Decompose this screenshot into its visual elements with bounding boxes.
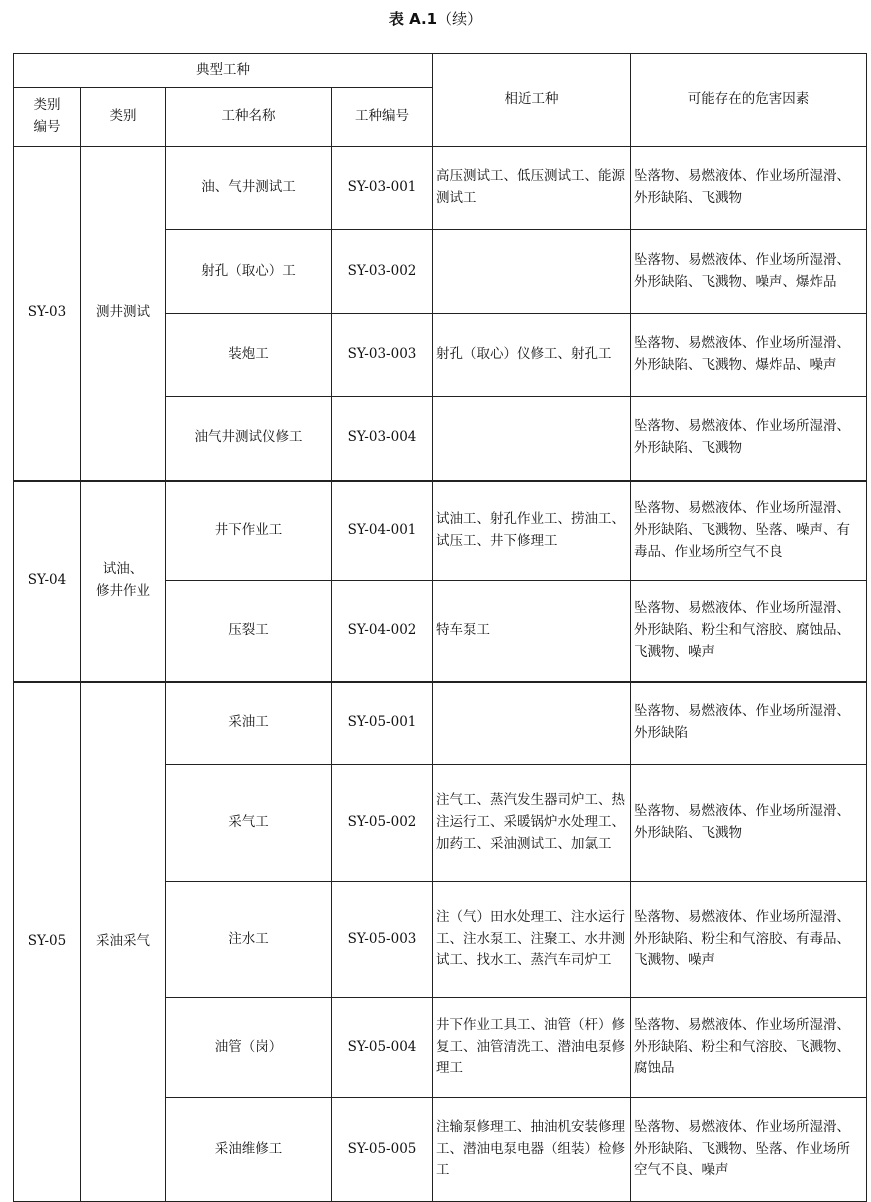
header-row-1	[14, 54, 867, 88]
job-name-cell: 采油维修工	[166, 1098, 332, 1202]
table-title	[0, 8, 871, 29]
similar-jobs-cell: 特车泵工	[433, 581, 631, 682]
table-row	[14, 481, 867, 581]
job-code-cell: SY-05-002	[332, 765, 433, 882]
category-cell: 测井测试	[81, 147, 166, 481]
job-code-cell: SY-03-002	[332, 230, 433, 314]
similar-jobs-cell: 射孔（取心）仪修工、射孔工	[433, 314, 631, 397]
job-code-cell: SY-05-004	[332, 998, 433, 1098]
hazards-cell: 坠落物、易燃液体、作业场所湿滑、外形缺陷、飞溅物	[631, 397, 867, 481]
job-code-cell: SY-03-003	[332, 314, 433, 397]
similar-jobs-cell: 注输泵修理工、抽油机安装修理工、潜油电泵电器（组装）检修工	[433, 1098, 631, 1202]
similar-jobs-cell: 注气工、蒸汽发生器司炉工、热注运行工、采暖锅炉水处理工、加药工、采油测试工、加氯工	[433, 765, 631, 882]
header-job-name: 工种名称	[166, 88, 332, 147]
category-code-cell: SY-05	[14, 682, 81, 1202]
header-hazards: 可能存在的危害因素	[631, 54, 867, 147]
header-typical-job: 典型工种	[14, 54, 433, 88]
job-code-cell: SY-05-003	[332, 882, 433, 998]
job-code-cell: SY-05-001	[332, 682, 433, 765]
job-name-cell: 装炮工	[166, 314, 332, 397]
similar-jobs-cell: 试油工、射孔作业工、捞油工、试压工、井下修理工	[433, 481, 631, 581]
job-name-cell: 油、气井测试工	[166, 147, 332, 230]
hazards-cell: 坠落物、易燃液体、作业场所湿滑、外形缺陷、飞溅物、噪声、爆炸品	[631, 230, 867, 314]
job-code-cell: SY-04-002	[332, 581, 433, 682]
hazards-cell: 坠落物、易燃液体、作业场所湿滑、外形缺陷、飞溅物、坠落、噪声、有毒品、作业场所空气不良	[631, 481, 867, 581]
similar-jobs-cell	[433, 230, 631, 314]
job-code-cell: SY-03-004	[332, 397, 433, 481]
job-code-cell: SY-04-001	[332, 481, 433, 581]
job-name-cell: 射孔（取心）工	[166, 230, 332, 314]
job-name-cell: 油气井测试仪修工	[166, 397, 332, 481]
similar-jobs-cell	[433, 397, 631, 481]
job-name-cell: 压裂工	[166, 581, 332, 682]
hazard-table	[13, 53, 867, 1202]
hazards-cell: 坠落物、易燃液体、作业场所湿滑、外形缺陷、飞溅物、坠落、作业场所空气不良、噪声	[631, 1098, 867, 1202]
category-cell: 采油采气	[81, 682, 166, 1202]
similar-jobs-cell: 井下作业工具工、油管（杆）修复工、油管清洗工、潜油电泵修理工	[433, 998, 631, 1098]
similar-jobs-cell: 注（气）田水处理工、注水运行工、注水泵工、注聚工、水井测试工、找水工、蒸汽车司炉工	[433, 882, 631, 998]
hazards-cell: 坠落物、易燃液体、作业场所湿滑、外形缺陷、飞溅物、爆炸品、噪声	[631, 314, 867, 397]
table-title-main: 表 A.1	[388, 10, 438, 28]
header-similar-jobs: 相近工种	[433, 54, 631, 147]
job-name-cell: 井下作业工	[166, 481, 332, 581]
hazards-cell: 坠落物、易燃液体、作业场所湿滑、外形缺陷、粉尘和气溶胶、有毒品、飞溅物、噪声	[631, 882, 867, 998]
table-row	[14, 682, 867, 765]
job-code-cell: SY-05-005	[332, 1098, 433, 1202]
table-body	[14, 54, 867, 1202]
category-cell: 试油、 修井作业	[81, 481, 166, 682]
hazards-cell: 坠落物、易燃液体、作业场所湿滑、外形缺陷、飞溅物	[631, 765, 867, 882]
job-name-cell: 采气工	[166, 765, 332, 882]
header-category: 类别	[81, 88, 166, 147]
hazards-cell: 坠落物、易燃液体、作业场所湿滑、外形缺陷、粉尘和气溶胶、飞溅物、腐蚀品	[631, 998, 867, 1098]
table-title-continued: （续）	[437, 10, 483, 28]
header-job-code: 工种编号	[332, 88, 433, 147]
job-name-cell: 油管（岗）	[166, 998, 332, 1098]
hazards-cell: 坠落物、易燃液体、作业场所湿滑、外形缺陷、粉尘和气溶胶、腐蚀品、飞溅物、噪声	[631, 581, 867, 682]
hazards-cell: 坠落物、易燃液体、作业场所湿滑、外形缺陷、飞溅物	[631, 147, 867, 230]
similar-jobs-cell	[433, 682, 631, 765]
similar-jobs-cell: 高压测试工、低压测试工、能源测试工	[433, 147, 631, 230]
category-code-cell: SY-03	[14, 147, 81, 481]
table-row	[14, 147, 867, 230]
header-category-code: 类别 编号	[14, 88, 81, 147]
job-name-cell: 注水工	[166, 882, 332, 998]
job-name-cell: 采油工	[166, 682, 332, 765]
category-code-cell: SY-04	[14, 481, 81, 682]
job-code-cell: SY-03-001	[332, 147, 433, 230]
hazards-cell: 坠落物、易燃液体、作业场所湿滑、外形缺陷	[631, 682, 867, 765]
